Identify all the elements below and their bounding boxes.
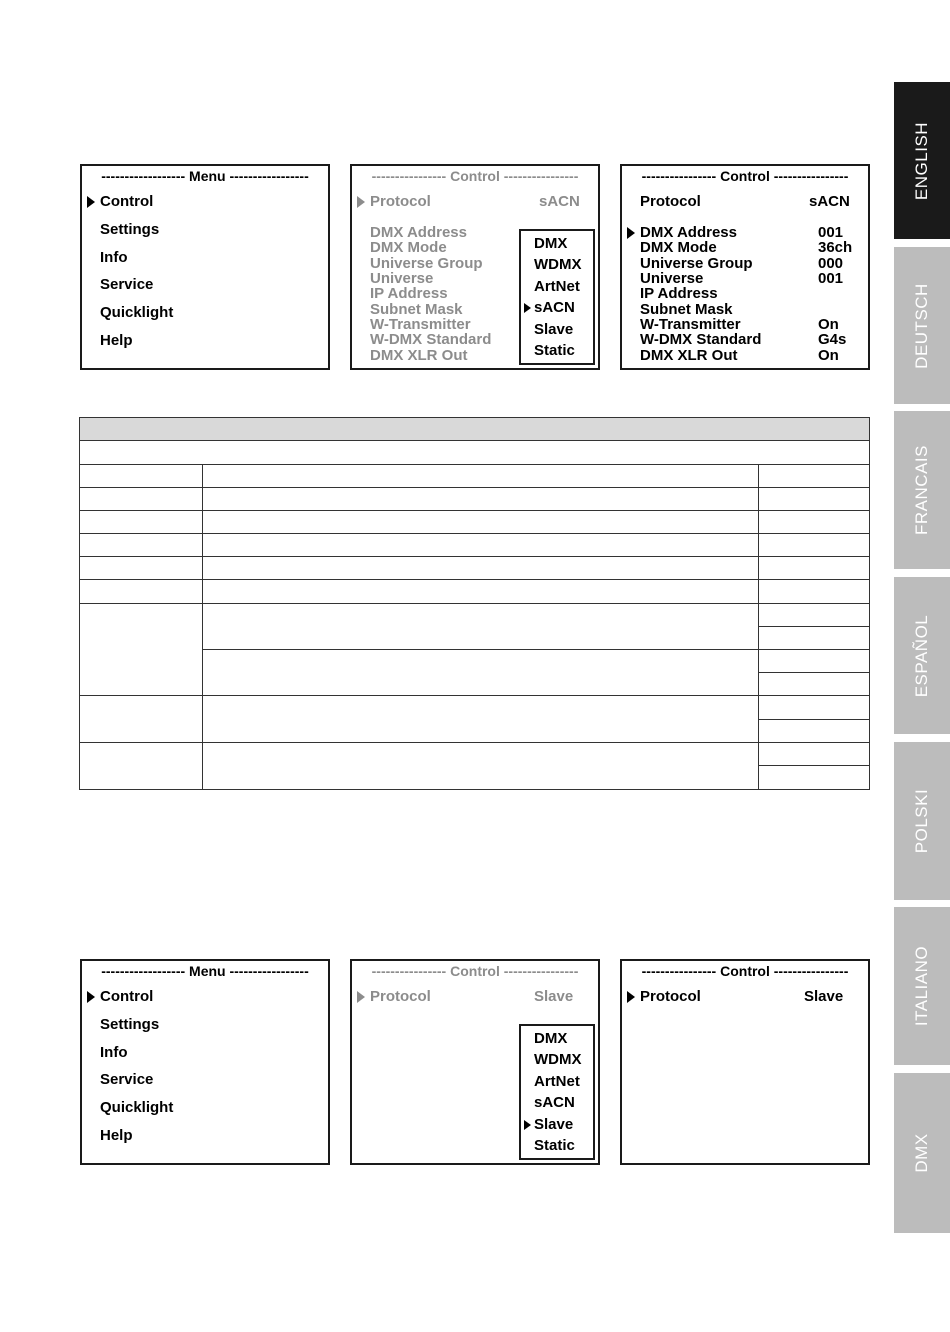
tab-deutsch[interactable] (894, 247, 950, 404)
menu-item-control[interactable]: Control (100, 988, 154, 1005)
menu-item-help[interactable]: Help (100, 1127, 133, 1144)
option-static[interactable]: Static (534, 1137, 575, 1154)
result-cursor-icon (627, 227, 635, 239)
tab-italiano[interactable] (894, 907, 950, 1065)
result-row-label: IP Address (640, 285, 718, 302)
table-cell-divider (758, 719, 870, 720)
option-slave[interactable]: Slave (534, 321, 574, 338)
menu-item-info[interactable]: Info (100, 1044, 128, 1061)
result-cursor-icon (627, 991, 635, 1003)
table-row-divider (79, 510, 870, 511)
tab-francais[interactable] (894, 411, 950, 569)
result-protocol-value: Slave (804, 988, 844, 1005)
result-row-value: 36ch (818, 239, 853, 256)
table-col-divider (202, 464, 203, 790)
menu-item-service[interactable]: Service (100, 1071, 154, 1088)
option-wdmx[interactable]: WDMX (534, 256, 582, 273)
tab-polski-label: POLSKI (912, 788, 931, 854)
result-row-label: Universe Group (640, 255, 753, 272)
menu-item-control[interactable]: Control (100, 193, 154, 210)
result-row-value: On (818, 347, 839, 364)
table-row-divider (79, 440, 870, 441)
tab-espanol-label: ESPAÑOL (912, 614, 931, 697)
protocol-dropdown[interactable] (519, 229, 595, 365)
result-row-label: W-Transmitter (640, 316, 741, 333)
menu-item-quicklight[interactable]: Quicklight (100, 1099, 174, 1116)
top-control-select-title: ---------------- Control ---------------- (371, 168, 579, 184)
protocol-value: Slave (534, 988, 574, 1005)
item-universe-group: Universe Group (370, 255, 483, 272)
tab-dmx[interactable] (894, 1073, 950, 1233)
bottom-control-select-panel (350, 959, 600, 1165)
top-control-result-title: ---------------- Control ---------------- (641, 168, 849, 184)
option-artnet[interactable]: ArtNet (534, 1073, 580, 1090)
option-sacn[interactable]: sACN (534, 299, 575, 316)
table-cell-divider (758, 626, 870, 627)
table-header-bar (80, 418, 869, 440)
menu-item-quicklight[interactable]: Quicklight (100, 304, 174, 321)
table-row-divider (79, 556, 870, 557)
option-slave[interactable]: Slave (534, 1116, 574, 1133)
result-protocol-value: sACN (809, 193, 850, 210)
tab-francais-label: FRANCAIS (912, 445, 931, 535)
option-artnet[interactable]: ArtNet (534, 278, 580, 295)
item-dmx-address: DMX Address (370, 224, 467, 241)
table-row-divider (79, 742, 870, 743)
result-protocol-label: Protocol (640, 988, 701, 1005)
top-menu-title: ------------------ Menu ----------------- (101, 168, 309, 184)
table-row-divider (79, 464, 870, 465)
bottom-menu-title: ------------------ Menu ----------------- (101, 963, 309, 979)
table-row-divider (79, 695, 870, 696)
result-row-label: DMX Mode (640, 239, 717, 256)
tab-polski[interactable] (894, 742, 950, 900)
table-cell-divider (758, 765, 870, 766)
menu-item-help[interactable]: Help (100, 332, 133, 349)
tab-deutsch-label: DEUTSCH (912, 282, 931, 369)
table-row-divider (79, 487, 870, 488)
table-row-divider (79, 603, 870, 604)
bottom-control-select-title: ---------------- Control ---------------- (371, 963, 579, 979)
top-control-result-panel (620, 164, 870, 370)
tab-espanol[interactable] (894, 577, 950, 734)
menu-item-settings[interactable]: Settings (100, 1016, 160, 1033)
protocol-cursor-icon (357, 196, 365, 208)
result-row-label: W-DMX Standard (640, 331, 762, 348)
item-subnet-mask: Subnet Mask (370, 301, 463, 318)
tab-english-label: ENGLISH (912, 121, 931, 200)
item-dmx-xlr-out: DMX XLR Out (370, 347, 468, 364)
item-universe: Universe (370, 270, 434, 287)
protocol-label: Protocol (370, 988, 431, 1005)
table-row-divider (79, 533, 870, 534)
result-row-value: 000 (818, 255, 844, 272)
option-dmx[interactable]: DMX (534, 235, 568, 252)
result-row-value: 001 (818, 224, 844, 241)
result-row-label: Universe (640, 270, 704, 287)
item-ip-address: IP Address (370, 285, 448, 302)
item-dmx-mode: DMX Mode (370, 239, 447, 256)
protocol-label: Protocol (370, 193, 431, 210)
table-col-divider (758, 464, 759, 790)
menu-cursor-icon (87, 196, 95, 208)
bottom-menu-panel (80, 959, 330, 1165)
protocol-cursor-icon (357, 991, 365, 1003)
result-row-label: Subnet Mask (640, 301, 733, 318)
table-row-divider (202, 649, 870, 650)
tab-dmx-label: DMX (912, 1133, 931, 1173)
result-protocol-label: Protocol (640, 193, 701, 210)
option-static[interactable]: Static (534, 342, 575, 359)
menu-item-settings[interactable]: Settings (100, 221, 160, 238)
result-row-value: On (818, 316, 839, 333)
result-row-label: DMX Address (640, 224, 737, 241)
tab-italiano-label: ITALIANO (912, 945, 931, 1027)
menu-item-service[interactable]: Service (100, 276, 154, 293)
table-cell-divider (758, 672, 870, 673)
item-w-dmx-standard: W-DMX Standard (370, 331, 492, 348)
option-cursor-icon (524, 303, 531, 313)
table-row-divider (79, 579, 870, 580)
item-w-transmitter: W-Transmitter (370, 316, 471, 333)
option-cursor-icon (524, 1120, 531, 1130)
option-sacn[interactable]: sACN (534, 1094, 575, 1111)
top-control-select-panel (350, 164, 600, 370)
result-row-value: 001 (818, 270, 844, 287)
top-menu-panel (80, 164, 330, 370)
bottom-control-result-title: ---------------- Control ---------------- (641, 963, 849, 979)
result-row-value: G4s (818, 331, 847, 348)
bottom-control-result-panel (620, 959, 870, 1165)
option-wdmx[interactable]: WDMX (534, 1051, 582, 1068)
protocol-value: sACN (539, 193, 580, 210)
menu-cursor-icon (87, 991, 95, 1003)
protocol-dropdown[interactable] (519, 1024, 595, 1160)
result-row-label: DMX XLR Out (640, 347, 738, 364)
option-dmx[interactable]: DMX (534, 1030, 568, 1047)
tab-english[interactable] (894, 82, 950, 239)
menu-item-info[interactable]: Info (100, 249, 128, 266)
